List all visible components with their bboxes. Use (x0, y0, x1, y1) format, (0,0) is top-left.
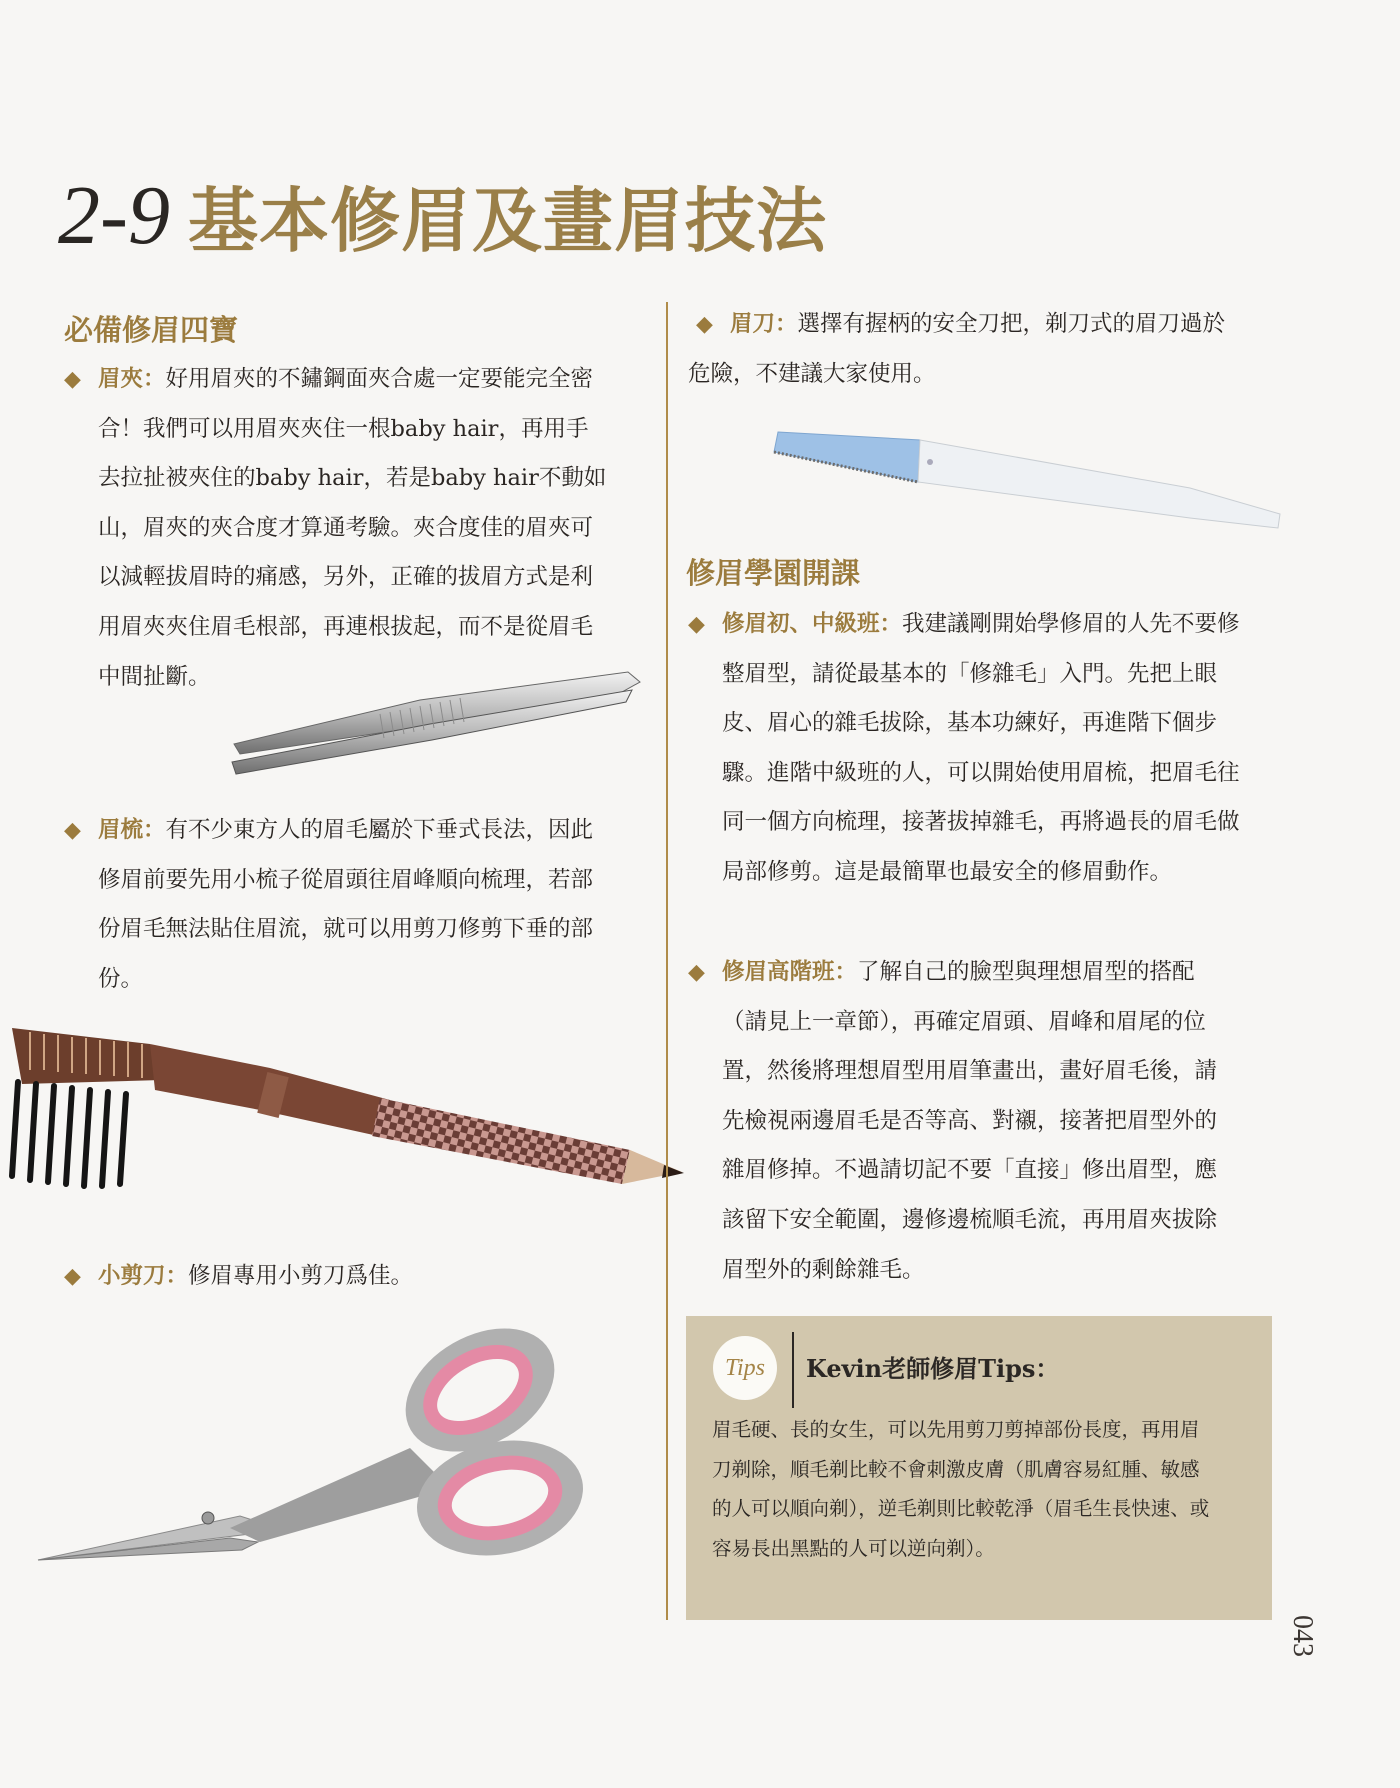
tweezers-line-5: 以減輕拔眉時的痛感，另外，正確的拔眉方式是利 (98, 564, 594, 591)
diamond-bullet-icon: ◆ (696, 312, 713, 337)
tweezers-line-1: 眉夾：好用眉夾的不鏽鋼面夾合處一定要能完全密 (98, 366, 594, 392)
advanced-line-7: 眉型外的剩餘雜毛。 (722, 1256, 925, 1283)
razor-line-2: 危險，不建議大家使用。 (688, 360, 936, 387)
tips-badge: Tips (713, 1336, 777, 1400)
tips-line-3: 的人可以順向剃），逆毛剃則比較乾淨（眉毛生長快速、或 (712, 1497, 1210, 1520)
advanced-term: 修眉高階班： (722, 959, 858, 985)
diamond-bullet-icon: ◆ (64, 1264, 81, 1289)
comb-term: 眉梳： (98, 817, 166, 843)
item-razor (688, 300, 1290, 399)
tips-line-4: 容易長出黑點的人可以逆向剃）。 (712, 1536, 995, 1560)
beginner-line-1: 修眉初、中級班：我建議剛開始學修眉的人先不要修 (722, 611, 1240, 637)
tweezers-line-6: 用眉夾夾住眉毛根部，再連根拔起，而不是從眉毛 (98, 613, 594, 640)
beginner-line-3: 皮、眉心的雜毛拔除，基本功練好，再進階下個步 (722, 710, 1218, 737)
razor-line-1: 眉刀：選擇有握柄的安全刀把，剃刀式的眉刀過於 (730, 311, 1226, 337)
item-beginner (688, 600, 1282, 898)
advanced-line-1: 修眉高階班：了解自己的臉型與理想眉型的搭配 (722, 959, 1195, 985)
tweezers-line-7: 中間扯斷。 (98, 663, 211, 690)
diamond-bullet-icon: ◆ (64, 818, 81, 843)
tips-box (686, 1316, 1272, 1620)
item-tweezers (64, 355, 658, 702)
razor-photo (770, 410, 1290, 540)
comb-line-1: 眉梳：有不少東方人的眉毛屬於下垂式長法，因此 (98, 817, 594, 843)
page-title (58, 165, 827, 266)
tips-body (712, 1410, 1252, 1568)
tips-title: Kevin老師修眉Tips： (806, 1354, 1060, 1383)
page-number: 043 (1287, 1615, 1318, 1657)
beginner-line-6: 局部修剪。這是最簡單也最安全的修眉動作。 (722, 858, 1173, 885)
item-advanced (688, 948, 1282, 1295)
scissors-photo (30, 1328, 630, 1568)
tips-line-2: 刀剃除，順毛剃比較不會刺激皮膚（肌膚容易紅腫、敏感 (712, 1457, 1200, 1481)
diamond-bullet-icon: ◆ (688, 612, 705, 637)
advanced-line-4: 先檢視兩邊眉毛是否等高、對襯，接著把眉型外的 (722, 1107, 1218, 1134)
tweezers-line-4: 山，眉夾的夾合度才算通考驗。夾合度佳的眉夾可 (98, 514, 594, 541)
tips-separator (792, 1332, 794, 1408)
diamond-bullet-icon: ◆ (64, 367, 81, 392)
scissors-term: 小剪刀： (98, 1263, 189, 1289)
tips-line-1: 眉毛硬、長的女生，可以先用剪刀剪掉部份長度，再用眉 (712, 1418, 1200, 1441)
tweezers-line-3: 去拉扯被夾住的baby hair，若是baby hair不動如 (98, 465, 607, 492)
scissors-line-1: 小剪刀：修眉專用小剪刀爲佳。 (98, 1263, 414, 1289)
brow-comb-pencil-photo (0, 1010, 690, 1210)
comb-line-3: 份眉毛無法貼住眉流，就可以用剪刀修剪下垂的部 (98, 916, 594, 943)
beginner-line-5: 同一個方向梳理，接著拔掉雜毛，再將過長的眉毛做 (722, 809, 1240, 836)
comb-line-2: 修眉前要先用小梳子從眉頭往眉峰順向梳理，若部 (98, 866, 594, 893)
comb-line-4: 份。 (98, 965, 144, 992)
tweezers-line-2: 合！我們可以用眉夾夾住一根baby hair，再用手 (98, 415, 589, 442)
razor-term: 眉刀： (730, 311, 798, 337)
beginner-term: 修眉初、中級班： (722, 611, 903, 637)
heading-brow-school: 修眉學園開課 (686, 556, 861, 590)
tweezers-photo (230, 662, 650, 782)
heading-essentials: 必備修眉四寶 (64, 313, 239, 347)
section-title: 基本修眉及畫眉技法 (187, 179, 827, 262)
item-comb (64, 806, 658, 1004)
item-scissors (64, 1252, 658, 1302)
column-divider (666, 302, 668, 1620)
beginner-line-4: 驟。進階中級班的人，可以開始使用眉梳，把眉毛往 (722, 759, 1240, 786)
advanced-line-6: 該留下安全範圍，邊修邊梳順毛流，再用眉夾拔除 (722, 1206, 1218, 1233)
tweezers-term: 眉夾： (98, 366, 166, 392)
beginner-line-2: 整眉型，請從最基本的「修雜毛」入門。先把上眼 (722, 660, 1218, 687)
advanced-line-2: （請見上一章節），再確定眉頭、眉峰和眉尾的位 (722, 1008, 1206, 1035)
diamond-bullet-icon: ◆ (688, 960, 705, 985)
section-number: 2-9 (58, 169, 170, 262)
advanced-line-3: 置，然後將理想眉型用眉筆畫出，畫好眉毛後，請 (722, 1058, 1218, 1085)
advanced-line-5: 雜眉修掉。不過請切記不要「直接」修出眉型，應 (722, 1157, 1218, 1184)
